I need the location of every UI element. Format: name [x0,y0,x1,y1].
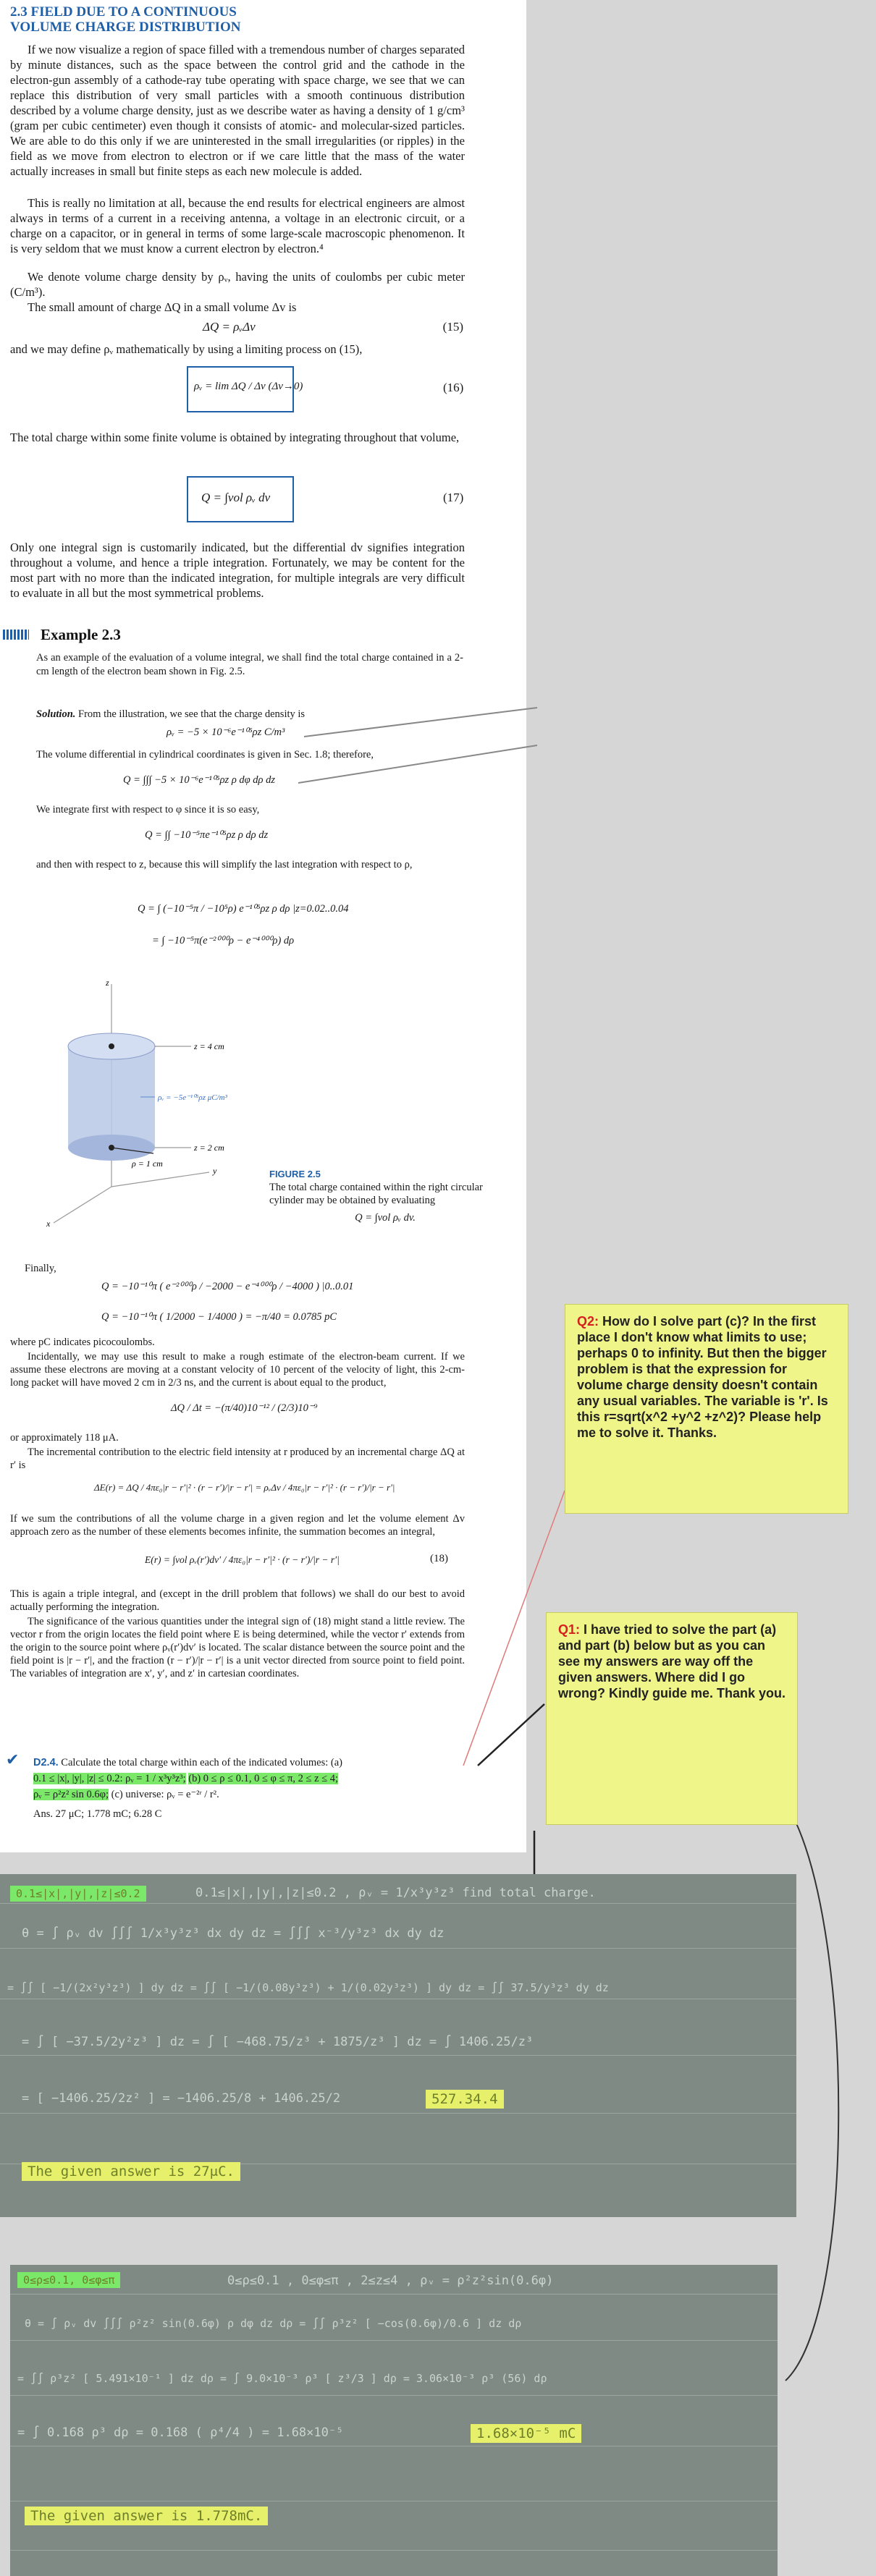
equation-16-box: ρᵥ = lim ΔQ / Δv (Δv→0) [187,366,294,412]
phi-integration-text: We integrate first with respect to φ since it is so easy, [36,804,260,815]
equation-17-number: (17) [443,491,464,504]
section-heading: 2.3 FIELD DUE TO A CONTINUOUS VOLUME CHARGE DISTRIBUTION [10,4,241,35]
work-a-line-3: = ∫∫ [ −1/(2x²y³z³) ] dy dz = ∫∫ [ −1/(0.08y³z³) + 1/(0.02y³z³) ] dy dz = ∫∫ 37.5/y³z³ dy dz [7,1981,609,1994]
drill-part-c: (c) universe: ρᵥ = e⁻²ʳ / r². [111,1789,219,1800]
work-b-given-answer: The given answer is 1.778mC. [25,2507,268,2525]
drill-problem: D2.4. Calculate the total charge within each of the indicated volumes: (a) 0.1 ≤ |x|, |y|, |z| ≤ 0.2: ρᵥ = 1 / x³y³z³; (b) 0 ≤ ρ ≤ 0.1, 0 ≤ φ ≤ π, 2 ≤ z ≤ 4; ρᵥ = ρ²z² sin 0.6φ; (c) universe: ρᵥ = e⁻²ʳ / r². [33,1757,342,1800]
incremental-field-paragraph: The incremental contribution to the electric field intensity at r produced by an incremental charge ΔQ at r′ is [10,1446,465,1471]
example-intro: As an example of the evaluation of a volume integral, we shall find the total charge contained in a 2-cm length of the electron beam shown in Fig. 2.5. [36,652,463,677]
solution-line: Solution. From the illustration, we see that the charge density is [36,708,306,720]
current-equation: ΔQ / Δt = −(π/40)10⁻¹² / (2/3)10⁻⁹ [171,1402,318,1414]
work-b-result: 1.68×10⁻⁵ mC [471,2424,581,2443]
paragraph-density-def: We denote volume charge density by ρᵥ, having the units of coulombs per cubic meter (C/m³). [10,270,465,299]
final-equation-2: Q = −10⁻¹⁰π ( 1/2000 − 1/4000 ) = −π/40 = 0.0785 pC [101,1311,337,1323]
drill-part-b: (b) 0 ≤ ρ ≤ 0.1, 0 ≤ φ ≤ π, 2 ≤ z ≤ 4; [188,1773,339,1784]
work-b-tag: 0≤ρ≤0.1, 0≤φ≤π [17,2272,120,2288]
work-b-line-2: θ = ∫ ρᵥ dv ∫∫∫ ρ²z² sin(0.6φ) ρ dφ dz dρ = ∫∫ ρ³z² [ −cos(0.6φ)/0.6 ] dz dρ [25,2317,522,2330]
label-z2: z = 2 cm [194,1143,224,1153]
handwritten-work-part-a [0,1874,796,2217]
work-b-line-4: = ∫ 0.168 ρ³ dρ = 0.168 ( ρ⁴/4 ) = 1.68×10⁻⁵ [17,2425,344,2440]
paragraph-limit: and we may define ρᵥ mathematically by using a limiting process on (15), [10,342,363,356]
paragraph-total-charge: The total charge within some finite volume is obtained by integrating throughout that volume, [10,431,460,444]
drill-answers: Ans. 27 μC; 1.778 mC; 6.28 C [33,1808,162,1820]
z-integration-text: and then with respect to z, because this will simplify the last integration with respect to ρ, [36,859,413,870]
pointer-line-1 [304,708,537,737]
equation-18: E(r) = ∫vol ρᵥ(r′)dv′ / 4πε₀|r − r′|² · (r − r′)/|r − r′| [145,1554,340,1565]
triple-integral-equation: Q = ∫∫∫ −5 × 10⁻⁶e⁻¹⁰⁵ρz ρ dφ dρ dz [123,774,276,786]
triple-integral-paragraph: This is again a triple integral, and (except in the drill problem that follows) we shall do our best to avoid actually performing the integration. [10,1588,465,1613]
label-axis-y: y [213,1166,217,1176]
q1-arrow [478,1704,544,1766]
paragraph-integral-sign: Only one integral sign is customarily indicated, but the differential dv signifies integration throughout a volume, and hence a triple integration. Fortunately, we may be content for the most part with no more than the indicated integration, for multiple integrals are very difficult to evaluate in all but the most symmetrical problems. [10,541,465,600]
rho-integral-equation: Q = ∫ (−10⁻⁵π / −10⁵ρ) e⁻¹⁰⁵ρz ρ dρ |z=0.02..0.04 [138,903,349,915]
beam-current-paragraph: Incidentally, we may use this result to make a rough estimate of the electron-beam current. If we assume these electrons are moving at a constant velocity of 10 percent of the velocity of light, this 2-cm-long packet will have moved 2 cm in 2/3 ns, and the current is about equal to the product, [10,1351,465,1389]
finally-label: Finally, [25,1263,56,1274]
work-b-line-1: 0≤ρ≤0.1 , 0≤φ≤π , 2≤z≤4 , ρᵥ = ρ²z²sin(0.6φ) [227,2274,554,2288]
charge-density-equation: ρᵥ = −5 × 10⁻⁶e⁻¹⁰⁵ρz C/m³ [167,726,285,738]
work-b-line-3: = ∫∫ ρ³z² [ 5.491×10⁻¹ ] dz dρ = ∫ 9.0×10⁻³ ρ³ [ z³/3 ] dρ = 3.06×10⁻³ ρ³ (56) dρ [17,2372,547,2385]
picocoulomb-note: where pC indicates picocoulombs. [10,1336,155,1348]
work-a-result: 527.34.4 [426,2090,504,2109]
work-a-line-4: = ∫ [ −37.5/2y²z³ ] dz = ∫ [ −468.75/z³ + 1875/z³ ] dz = ∫ 1406.25/z³ [22,2035,534,2049]
volume-differential-text: The volume differential in cylindrical coordinates is given in Sec. 1.8; therefore, [36,749,374,760]
work-a-line-2: θ = ∫ ρᵥ dv ∫∫∫ 1/x³y³z³ dx dy dz = ∫∫∫ x⁻³/y³z³ dx dy dz [22,1926,445,1941]
example-title: Example 2.3 [41,626,121,643]
equation-17-box: Q = ∫vol ρᵥ dv [187,476,294,522]
paragraph-small-charge: The small amount of charge ΔQ in a small volume Δv is [28,300,297,314]
final-equation-1: Q = −10⁻¹⁰π ( e⁻²⁰⁰⁰ρ / −2000 − e⁻⁴⁰⁰⁰ρ / −4000 ) |0..0.01 [101,1281,354,1292]
paragraph-limitation: This is really no limitation at all, because the end results for electrical engineers are almost always in terms of a current in a receiving antenna, a voltage in an electronic circuit, or a charge on a capacitor, or in general in terms of some large-scale macroscopic phenomenon. It is very seldom that we must know a current electron by electron.⁴ [10,196,465,255]
equation-18-number: (18) [430,1553,448,1564]
question-2-note: Q2: How do I solve part (c)? In the first place I don't know what limits to use; perhaps 0 to infinity. But then the bigger problem is that the expression for volume charge density doesn't contain any usual variables. The variable is 'r'. Is this r=sqrt(x^2 +y^2 +z^2)? Please help me to solve it. Thanks. [565,1304,848,1514]
label-z4: z = 4 cm [194,1041,224,1051]
drill-part-a: 0.1 ≤ |x|, |y|, |z| ≤ 0.2: ρᵥ = 1 / x³y³z³; [33,1773,186,1784]
handwritten-work-part-b [10,2265,778,2576]
work-a-given-answer: The given answer is 27μC. [22,2162,240,2181]
checkmark-icon: ✔ [6,1751,20,1769]
double-integral-equation: Q = ∫∫ −10⁻⁵πe⁻¹⁰⁵ρz ρ dρ dz [145,829,269,841]
label-axis-x: x [46,1219,51,1229]
drill-part-b-density: ρᵥ = ρ²z² sin 0.6φ; [33,1789,109,1800]
label-radius: ρ = 1 cm [132,1158,163,1169]
paragraph-intro: If we now visualize a region of space filled with a tremendous number of charges separated by minute distances, such as the space between the control grid and the cathode in the electron-gun assembly of a cathode-ray tube operating with space charge, we see that we can replace this distribution of very small particles with a smooth continuous distribution described by a volume charge density, just as we describe water as having a density of 1 g/cm³ (gram per cubic centimeter) even though it consists of atomic- and molecular-sized particles. We are able to do this only if we are uninterested in the small irregularities (or ripples) in the field as we move from electron to electron or if we care little that the mass of the water actually increases in small but finite steps as each new molecule is added. [10,43,466,178]
label-axis-z: z [106,978,109,988]
rho-integral-result: = ∫ −10⁻⁵π(e⁻²⁰⁰⁰ρ − e⁻⁴⁰⁰⁰ρ) dρ [152,935,295,946]
significance-paragraph: The significance of the various quantities under the integral sign of (18) might stand a little review. The vector r from the origin locates the field point where E is being determined, while the vector r′ extends from the origin to the source point where ρᵥ(r′)dv′ is located. The scalar distance between the source point and the field point is |r − r′|, and the fraction (r − r′)/|r − r′| is a unit vector directed from source point to field point. The variables of integration are x′, y′, and z′ in cartesian coordinates. [10,1616,465,1679]
pointer-line-2 [298,745,537,783]
figure-caption: FIGURE 2.5 The total charge contained within the right circular cylinder may be obtained by evaluating Q = ∫vol ρᵥ dv. [269,1169,483,1224]
equation-15: ΔQ = ρᵥΔv (15) [203,320,463,334]
question-1-note: Q1: I have tried to solve the part (a) and part (b) below but as you can see my answers are way off the given answers. Where did I go wrong? Kindly guide me. Thank you. [546,1612,798,1825]
equation-16-number: (16) [443,381,464,394]
approx-current: or approximately 118 μA. [10,1432,119,1444]
work-a-line-5: = [ −1406.25/2z² ] = −1406.25/8 + 1406.25/2 [22,2091,341,2106]
work-a-line-1: 0.1≤|x|,|y|,|z|≤0.2 , ρᵥ = 1/x³y³z³ find total charge. [195,1886,596,1900]
label-rho-density: ρᵥ = −5e⁻¹⁰⁵ρz μC/m³ [158,1093,227,1102]
incremental-field-equation: ΔE(r) = ΔQ / 4πε₀|r − r′|² · (r − r′)/|r − r′| = ρᵥΔv / 4πε₀|r − r′|² · (r − r′)/|r − r′| [94,1482,395,1493]
work-a-tag: 0.1≤|x|,|y|,|z|≤0.2 [10,1886,146,1902]
summation-paragraph: If we sum the contributions of all the volume charge in a given region and let the volume element Δv approach zero as the number of these elements becomes infinite, the summation becomes an integral, [10,1513,465,1538]
